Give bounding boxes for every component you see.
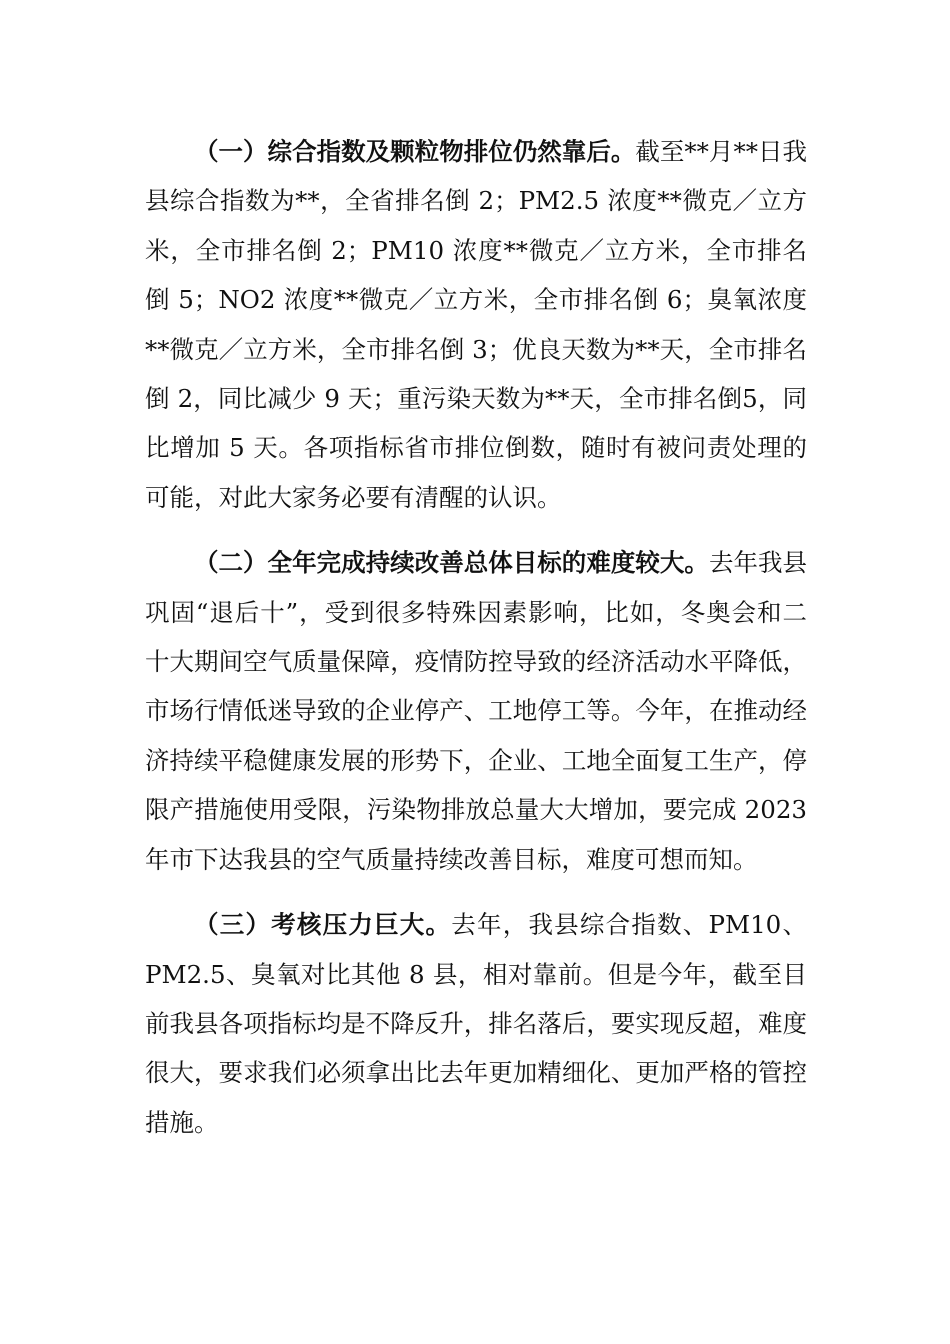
paragraph-3-body: 去年，我县综合指数、PM10、PM2.5、臭氧对比其他 8 县，相对靠前。但是今年，截至目前我县各项指标均是不降反升，排名落后，要实现反超，难度很大，要求我们必须拿出比去年更加精细化、更加严格的管控措施。	[145, 910, 807, 1137]
paragraph-1-heading: （一）综合指数及颗粒物排位仍然靠后。	[194, 137, 636, 166]
document-page	[145, 127, 807, 1163]
paragraph-3	[145, 900, 807, 1147]
paragraph-3-heading: （三）考核压力巨大。	[194, 910, 452, 940]
paragraph-2-body: 去年我县巩固“退后十”，受到很多特殊因素影响，比如，冬奥会和二十大期间空气质量保障，疫情防控导致的经济活动水平降低，市场行情低迷导致的企业停产、工地停工等。今年，在推动经济持续平稳健康发展的形势下，企业、工地全面复工生产，停限产措施使用受限，污染物排放总量大大增加，要完成 2023 年市下达我县的空气质量持续改善目标，难度可想而知。	[145, 548, 807, 874]
paragraph-2	[145, 538, 807, 884]
paragraph-1-body: 截至**月**日我县综合指数为**，全省排名倒 2；PM2.5 浓度**微克／立方米，全市排名倒 2；PM10 浓度**微克／立方米，全市排名倒 5；NO2 浓度**微克／立方米，全市排名倒 6；臭氧浓度**微克／立方米，全市排名倒 3；优良天数为**天，全市排名倒 2，同比减少 9 天；重污染天数为**天，全市排名倒5，同比增加 5 天。各项指标省市排位倒数，随时有被问责处理的可能，对此大家务必要有清醒的认识。	[145, 137, 807, 512]
paragraph-1	[145, 127, 807, 522]
paragraph-2-heading: （二）全年完成持续改善总体目标的难度较大。	[194, 548, 709, 578]
